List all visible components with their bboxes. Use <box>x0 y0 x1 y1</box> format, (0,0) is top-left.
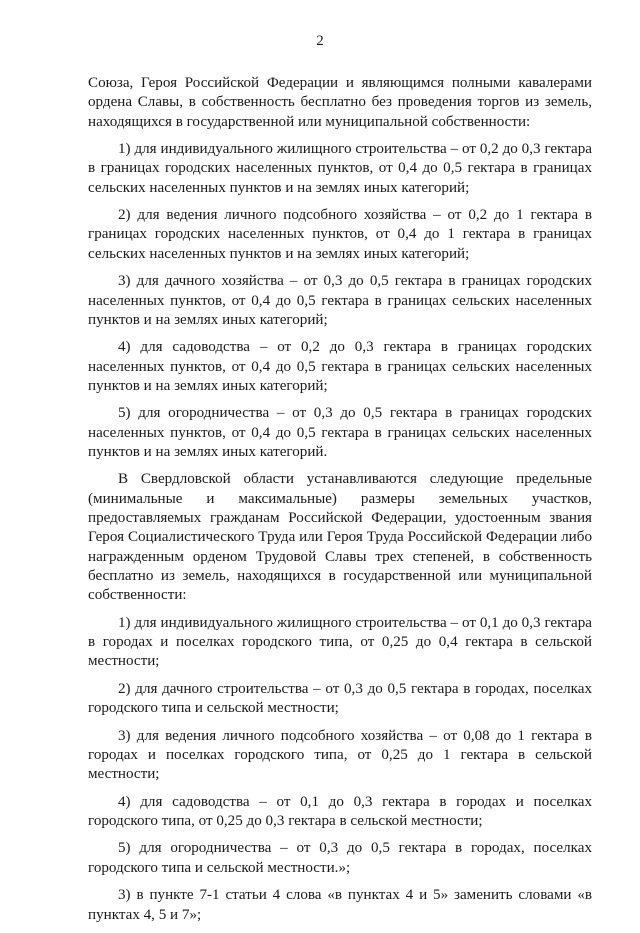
paragraph-list-item-5b: 5) для огородничества – от 0,3 до 0,5 гектара в городах, поселках городского типа и сельской местности.»; <box>88 840 592 876</box>
document-body <box>88 74 592 933</box>
paragraph-amendment-3: 3) в пункте 7-1 статьи 4 слова «в пунктах 4 и 5» заменить словами «в пунктах 4, 5 и 7»; <box>88 887 592 923</box>
paragraph-list-item-2: 2) для ведения личного подсобного хозяйства – от 0,2 до 1 гектара в границах городских населенных пунктов, от 0,4 до 1 гектара в границах сельских населенных пунктов и на землях иных категорий; <box>88 207 592 262</box>
paragraph-list-item-5: 5) для огородничества – от 0,3 до 0,5 гектара в границах городских населенных пунктов, от 0,4 до 0,5 гектара в границах сельских населенных пунктов и на землях иных категорий. <box>88 405 592 460</box>
paragraph-list-item-3b: 3) для ведения личного подсобного хозяйства – от 0,08 до 1 гектара в городах и поселках городского типа, от 0,25 до 1 гектара в сельской местности; <box>88 727 592 783</box>
paragraph-list-item-2b: 2) для дачного строительства – от 0,3 до 0,5 гектара в городах, поселках городского типа и сельской местности; <box>88 680 592 717</box>
page-number: 2 <box>316 33 324 49</box>
paragraph-heroes-of-labor: В Свердловской области устанавливаются следующие предельные (минимальные и максимальные) размеры земельных участков, предоставляемых гражданам Российской Федерации, удостоенным звания Героя Социалистического Труда или Героя Труда Российской Федерации либо награжденным орденом Трудовой Славы трех степеней, в собственность бесплатно из земель, находящихся в государственной или муниципальной собственности: <box>88 471 592 604</box>
paragraph-list-item-4b: 4) для садоводства – от 0,1 до 0,3 гектара в городах и поселках городского типа, от 0,25 до 0,3 гектара в сельской местности; <box>88 793 592 829</box>
paragraph-list-item-4: 4) для садоводства – от 0,2 до 0,3 гектара в границах городских населенных пунктов, от 0,4 до 0,5 гектара в границах сельских населенных пунктов и на землях иных категорий; <box>88 339 592 394</box>
paragraph-list-item-1b: 1) для индивидуального жилищного строительства – от 0,1 до 0,3 гектара в городах и поселках городского типа, от 0,25 до 0,4 гектара в сельской местности; <box>88 614 592 670</box>
paragraph-list-item-1: 1) для индивидуального жилищного строительства – от 0,2 до 0,3 гектара в границах городских населенных пунктов, от 0,4 до 0,5 гектара в границах сельских населенных пунктов и на землях иных категорий; <box>88 141 592 196</box>
paragraph-continuation: Союза, Героя Российской Федерации и являющимся полными кавалерами ордена Славы, в собственность бесплатно без проведения торгов из земель, находящихся в государственной или муниципальной собственности: <box>88 75 592 130</box>
paragraph-list-item-3: 3) для дачного хозяйства – от 0,3 до 0,5 гектара в границах городских населенных пунктов, от 0,4 до 0,5 гектара в границах сельских населенных пунктов и на землях иных категорий; <box>88 273 592 328</box>
